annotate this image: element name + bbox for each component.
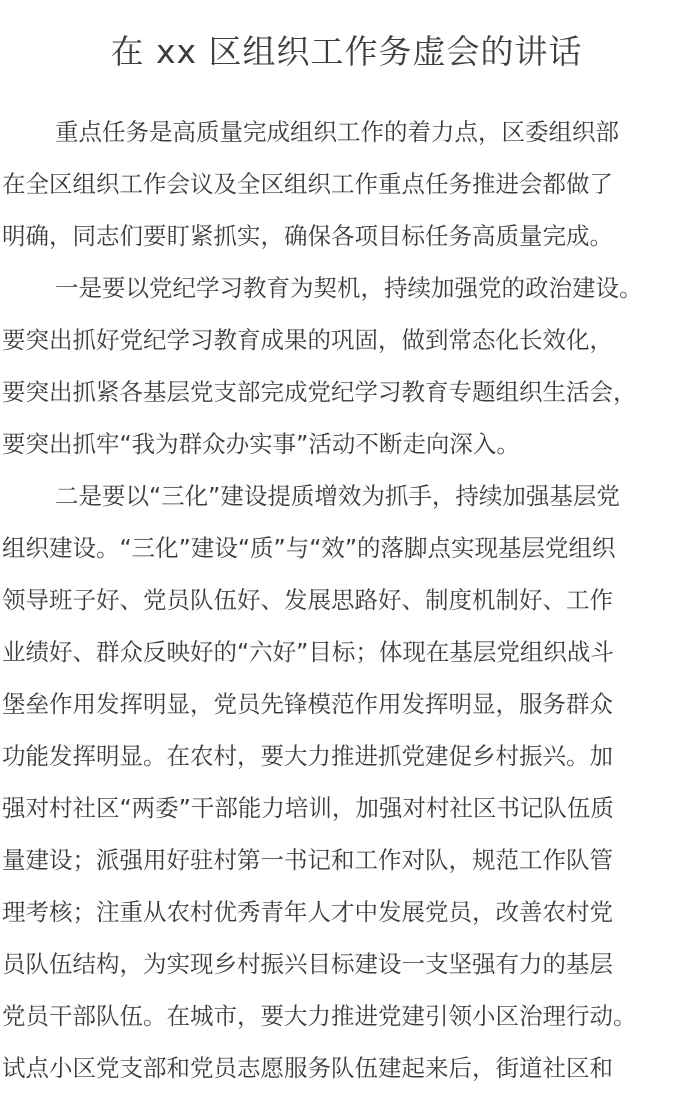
document-body xyxy=(2,106,692,1094)
text-line: 领导班子好、党员队伍好、发展思路好、制度机制好、工作 xyxy=(2,586,613,614)
text-line: 量建设；派强用好驻村第一书记和工作对队，规范工作队管 xyxy=(2,846,613,874)
text-line: 要突出抓好党纪学习教育成果的巩固，做到常态化长效化， xyxy=(2,326,613,354)
text-line: 重点任务是高质量完成组织工作的着力点，区委组织部 xyxy=(55,118,619,146)
text-line: 功能发挥明显。在农村，要大力推进抓党建促乡村振兴。加 xyxy=(2,742,613,770)
text-line: 要突出抓牢“我为群众办实事”活动不断走向深入。 xyxy=(2,430,520,458)
text-line: 一是要以党纪学习教育为契机，持续加强党的政治建设。 xyxy=(55,274,643,302)
document-title: 在 xx 区组织工作务虚会的讲话 xyxy=(110,32,583,71)
text-line: 理考核；注重从农村优秀青年人才中发展党员，改善农村党 xyxy=(2,898,613,926)
text-line: 二是要以“三化”建设提质增效为抓手，持续加强基层党 xyxy=(55,482,620,510)
text-line: 员队伍结构，为实现乡村振兴目标建设一支坚强有力的基层 xyxy=(2,950,613,978)
text-line: 组织建设。“三化”建设“质”与“效”的落脚点实现基层党组织 xyxy=(2,534,616,562)
text-line: 强对村社区“两委”干部能力培训，加强对村社区书记队伍质 xyxy=(2,794,614,822)
text-line: 要突出抓紧各基层党支部完成党纪学习教育专题组织生活会， xyxy=(2,378,637,406)
text-line: 堡垒作用发挥明显，党员先锋模范作用发挥明显，服务群众 xyxy=(2,690,613,718)
text-line: 业绩好、群众反映好的“六好”目标；体现在基层党组织战斗 xyxy=(2,638,614,666)
text-line: 明确，同志们要盯紧抓实，确保各项目标任务高质量完成。 xyxy=(2,222,613,250)
text-line: 党员干部队伍。在城市，要大力推进党建引领小区治理行动。 xyxy=(2,1002,637,1030)
text-line: 试点小区党支部和党员志愿服务队伍建起来后，街道社区和 xyxy=(2,1054,613,1082)
text-line: 在全区组织工作会议及全区组织工作重点任务推进会都做了 xyxy=(2,170,613,198)
